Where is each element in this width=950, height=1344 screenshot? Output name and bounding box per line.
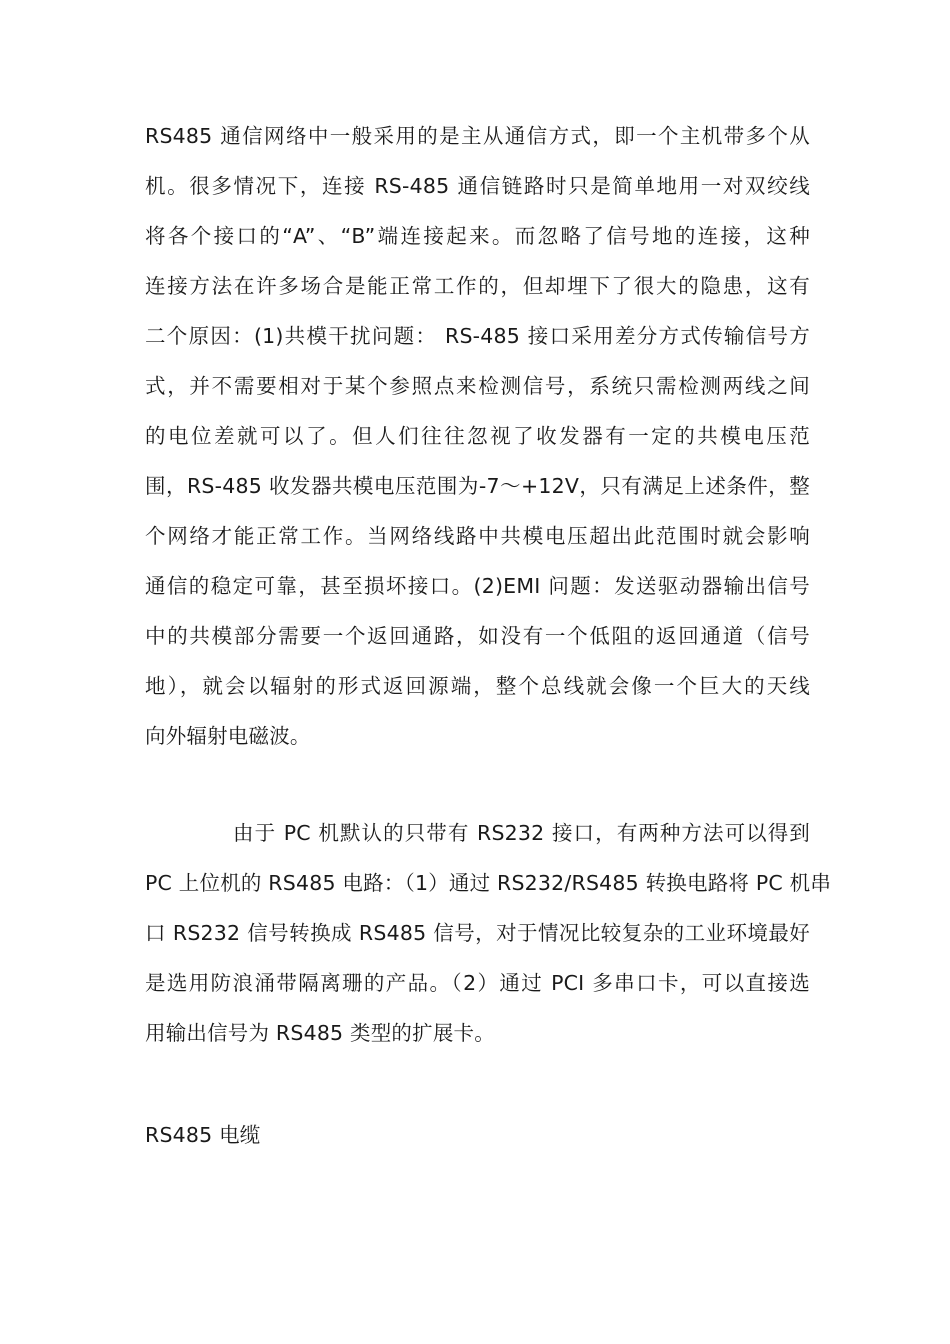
paragraph-line: PC 上位机的 RS485 电路：（1）通过 RS232/RS485 转换电路将 PC 机串 — [145, 871, 832, 895]
heading-text: RS485 电缆 — [145, 1123, 261, 1147]
paragraph-line: 的电位差就可以了。但人们往往忽视了收发器有一定的共模电压范 — [145, 424, 810, 448]
paragraph-line: 围，RS-485 收发器共模电压范围为-7～+12V，只有满足上述条件，整 — [145, 474, 810, 498]
paragraph-line: 式，并不需要相对于某个参照点来检测信号，系统只需检测两线之间 — [145, 374, 810, 398]
paragraph-line: 机。很多情况下，连接 RS-485 通信链路时只是简单地用一对双绞线 — [145, 174, 810, 198]
paragraph-line: 向外辐射电磁波。 — [145, 724, 311, 748]
paragraph-line: 口 RS232 信号转换成 RS485 信号，对于情况比较复杂的工业环境最好 — [145, 921, 810, 945]
section-heading-rs485-cable — [145, 1110, 810, 1160]
paragraph-line: 通信的稳定可靠，甚至损坏接口。(2)EMI 问题：发送驱动器输出信号 — [145, 574, 810, 598]
paragraph-line: 个网络才能正常工作。当网络线路中共模电压超出此范围时就会影响 — [145, 524, 810, 548]
paragraph-rs485-common-mode — [145, 111, 810, 761]
paragraph-line: 将各个接口的“A”、“B”端连接起来。而忽略了信号地的连接，这种 — [145, 224, 810, 248]
paragraph-line: 是选用防浪涌带隔离珊的产品。（2）通过 PCI 多串口卡，可以直接选 — [145, 971, 810, 995]
paragraph-line: 连接方法在许多场合是能正常工作的，但却埋下了很大的隐患，这有 — [145, 274, 810, 298]
paragraph-line: 用输出信号为 RS485 类型的扩展卡。 — [145, 1021, 495, 1045]
paragraph-line: 地），就会以辐射的形式返回源端，整个总线就会像一个巨大的天线 — [145, 674, 810, 698]
paragraph-line: 中的共模部分需要一个返回通路，如没有一个低阻的返回通道（信号 — [145, 624, 810, 648]
paragraph-pc-rs485-methods — [145, 808, 832, 1058]
paragraph-line: 二个原因：(1)共模干扰问题： RS-485 接口采用差分方式传输信号方 — [145, 324, 810, 348]
paragraph-line: RS485 通信网络中一般采用的是主从通信方式，即一个主机带多个从 — [145, 124, 810, 148]
paragraph-line: 由于 PC 机默认的只带有 RS232 接口，有两种方法可以得到 — [233, 821, 810, 845]
